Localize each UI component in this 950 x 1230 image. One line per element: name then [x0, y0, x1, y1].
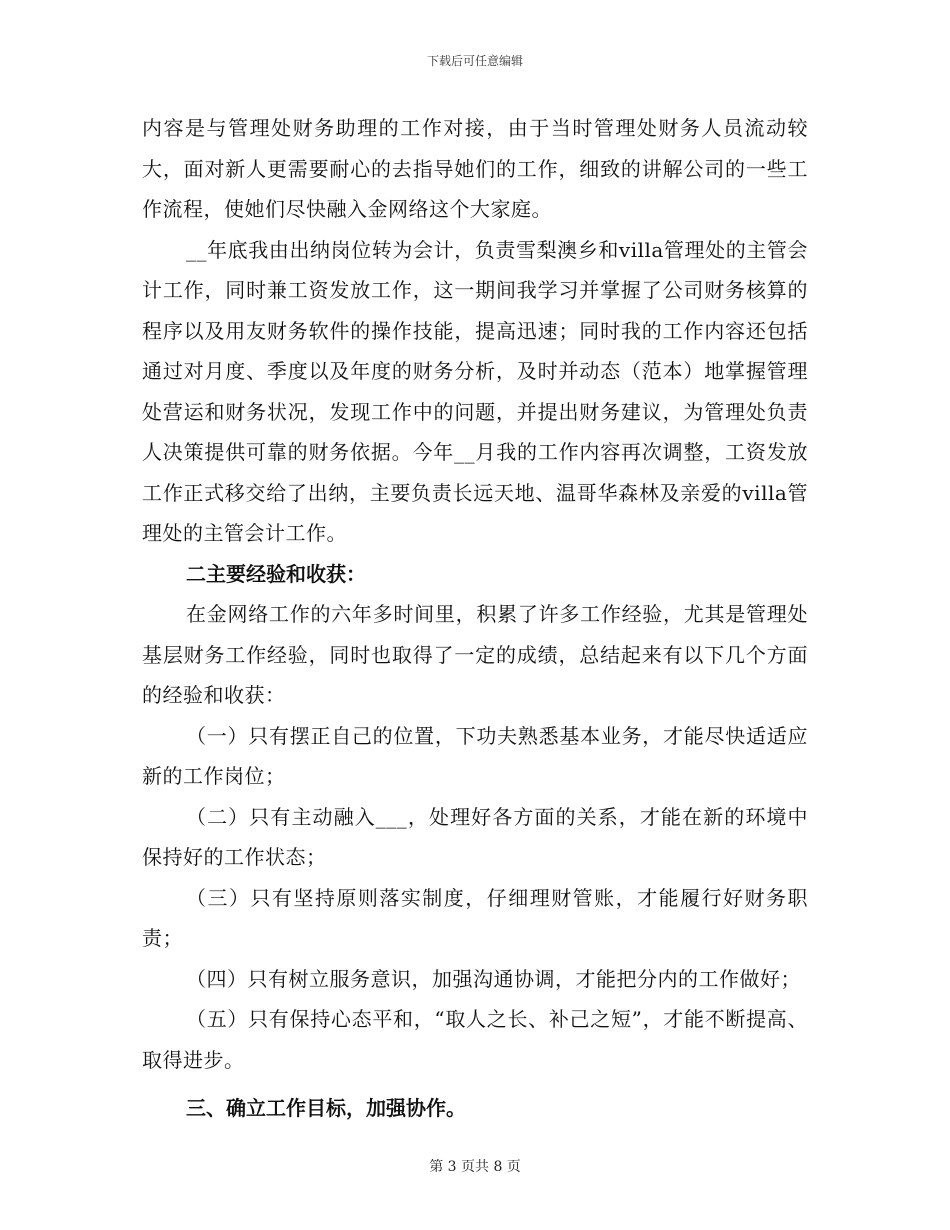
- list-item: （三）只有坚持原则落实制度，仔细理财管账，才能履行好财务职责；: [142, 885, 808, 950]
- section-intro-paragraph: 在金网络工作的六年多时间里，积累了许多工作经验，尤其是管理处基层财务工作经验，同时也取得了一定的成绩，总结起来有以下几个方面的经验和收获：: [142, 602, 808, 707]
- section-heading-goals: 三、确立工作目标，加强协作。: [186, 1096, 466, 1120]
- body-paragraph-continuation: 内容是与管理处财务助理的工作对接，由于当时管理处财务人员流动较大，面对新人更需要耐心的去指导她们的工作，细致的讲解公司的一些工作流程，使她们尽快融入金网络这个大家庭。: [142, 116, 808, 221]
- page-number-footer: 第 3 页共 8 页: [429, 1159, 521, 1175]
- page-header: 下载后可任意编辑: [426, 54, 523, 68]
- list-item: （四）只有树立服务意识，加强沟通协调，才能把分内的工作做好；: [186, 966, 801, 991]
- body-paragraph-accounting-role: __年底我由出纳岗位转为会计，负责雪梨澳乡和villa管理处的主管会计工作，同时兼工资发放工作，这一期间我学习并掌握了公司财务核算的程序以及用友财务软件的操作技能，提高迅速；同时我的工作内容还包括通过对月度、季度以及年度的财务分析，及时并动态（范本）地掌握管理处营运和财务状况，发现工作中的问题，并提出财务建议，为管理处负责人决策提供可靠的财务依据。今年__月我的工作内容再次调整，工资发放工作正式移交给了出纳，主要负责长远天地、温哥华森林及亲爱的villa管理处的主管会计工作。: [142, 237, 808, 545]
- list-item: （二）只有主动融入___，处理好各方面的关系，才能在新的环境中保持好的工作状态；: [142, 804, 808, 869]
- list-item: （一）只有摆正自己的位置，下功夫熟悉基本业务，才能尽快适适应新的工作岗位；: [142, 723, 808, 788]
- section-heading-experience: 二主要经验和收获：: [186, 561, 366, 586]
- list-item: （五）只有保持心态平和，“取人之长、补己之短”，才能不断提高、取得进步。: [142, 1007, 808, 1072]
- document-body: [142, 108, 808, 1129]
